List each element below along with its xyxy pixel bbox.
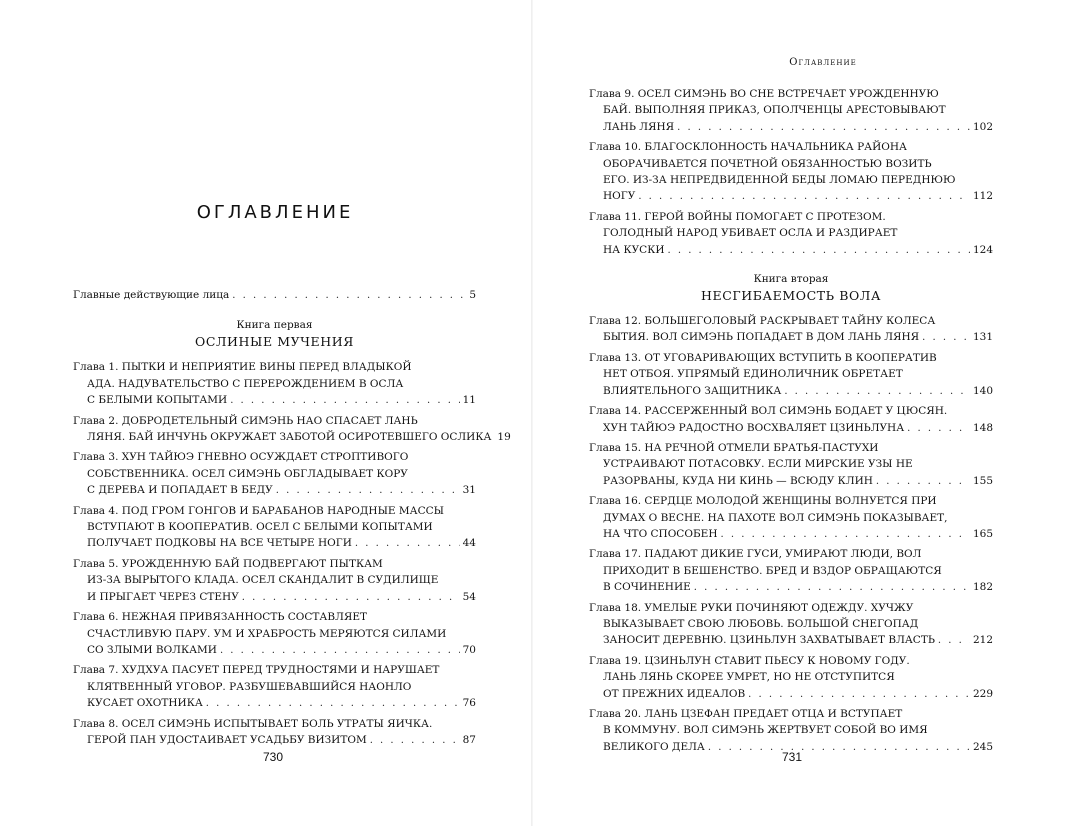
toc-entry-line bbox=[589, 119, 993, 136]
toc-page-number: 5 bbox=[469, 289, 476, 301]
toc-entry[interactable] bbox=[73, 413, 511, 447]
toc-entry-line bbox=[589, 616, 993, 632]
toc-left bbox=[73, 287, 511, 752]
dot-leader bbox=[355, 536, 460, 552]
dot-leader bbox=[784, 384, 970, 400]
toc-entry-line bbox=[589, 579, 993, 596]
dot-leader bbox=[922, 330, 970, 346]
toc-entry-line bbox=[73, 359, 476, 375]
toc-entry-line bbox=[589, 669, 993, 685]
toc-entry[interactable] bbox=[589, 86, 993, 136]
toc-entry-text: ВЫКАЗЫВАЕТ СВОЮ ЛЮБОВЬ. БОЛЬШОЙ СНЕГОПАД bbox=[603, 617, 919, 630]
toc-entry-line bbox=[589, 456, 993, 472]
toc-entry-text: КЛЯТВЕННЫЙ УГОВОР. РАЗБУШЕВАВШИЙСЯ НАОНЛО bbox=[87, 680, 412, 693]
toc-entry-text: ОБОРАЧИВАЕТСЯ ПОЧЕТНОЙ ОБЯЗАННОСТЬЮ ВОЗИТЬ bbox=[603, 157, 932, 170]
toc-entry-line bbox=[589, 563, 993, 579]
dot-leader bbox=[370, 733, 460, 749]
book-two-title: НЕСГИБАЕМОСТЬ ВОЛА bbox=[700, 288, 882, 304]
dot-leader bbox=[232, 288, 466, 304]
toc-entry-text: Глава 10. БЛАГОСКЛОННОСТЬ НАЧАЛЬНИКА РАЙОНА bbox=[589, 141, 907, 154]
toc-entry-text: ХУН ТАЙЮЭ РАДОСТНО ВОСХВАЛЯЕТ ЦЗИНЬЛУНА bbox=[603, 421, 905, 434]
toc-entry-line bbox=[73, 413, 476, 429]
right-page bbox=[533, 0, 1065, 826]
toc-entry-line bbox=[589, 102, 993, 118]
toc-entry-text: С ДЕРЕВА И ПОПАДАЕТ В БЕДУ bbox=[87, 484, 273, 497]
toc-entry-text: СО ЗЛЫМИ ВОЛКАМИ bbox=[87, 643, 217, 656]
toc-entry[interactable] bbox=[73, 449, 476, 499]
toc-entry-text: АДА. НАДУВАТЕЛЬСТВО С ПЕРЕРОЖДЕНИЕМ В ОСЛА bbox=[87, 377, 404, 390]
toc-entry-text: Глава 15. НА РЕЧНОЙ ОТМЕЛИ БРАТЬЯ-ПАСТУХИ bbox=[589, 441, 879, 454]
toc-entry-line bbox=[589, 420, 993, 437]
toc-entry-text: ОТ ПРЕЖНИХ ИДЕАЛОВ bbox=[603, 687, 746, 700]
toc-entry[interactable] bbox=[589, 706, 993, 756]
toc-entry-text: Глава 6. НЕЖНАЯ ПРИВЯЗАННОСТЬ СОСТАВЛЯЕТ bbox=[73, 611, 367, 624]
toc-entry-line bbox=[73, 556, 476, 572]
toc-entry-text: УСТРАИВАЮТ ПОТАСОВКУ. ЕСЛИ МИРСКИЕ УЗЫ НЕ bbox=[603, 458, 913, 471]
toc-page-number: 182 bbox=[972, 581, 993, 594]
toc-entry-line bbox=[73, 589, 476, 606]
toc-entry-line bbox=[589, 686, 993, 703]
toc-entry-text: РАЗОРВАНЫ, КУДА НИ КИНЬ — ВСЮДУ КЛИН bbox=[603, 474, 873, 487]
toc-entry-line bbox=[589, 172, 993, 188]
page-title: ОГЛАВЛЕНИЕ bbox=[196, 202, 354, 223]
dot-leader bbox=[876, 474, 970, 490]
chapter-list bbox=[73, 359, 511, 749]
toc-entry-line bbox=[73, 535, 476, 552]
toc-entry-line bbox=[589, 546, 993, 562]
toc-page-number: 124 bbox=[972, 243, 993, 256]
toc-entry-text: И ПРЫГАЕТ ЧЕРЕЗ СТЕНУ bbox=[87, 590, 239, 603]
toc-page-number: 19 bbox=[497, 431, 511, 444]
toc-entry-line bbox=[73, 732, 476, 749]
toc-entry-line bbox=[589, 156, 993, 172]
toc-page-number: 76 bbox=[462, 697, 476, 710]
book-one-title: ОСЛИНЫЕ МУЧЕНИЯ bbox=[195, 334, 354, 350]
toc-entry-line bbox=[589, 313, 993, 329]
toc-entry-text: ЗАНОСИТ ДЕРЕВНЮ. ЦЗИНЬЛУН ЗАХВАТЫВАЕТ ВЛАСТЬ bbox=[603, 634, 935, 647]
toc-entry-line bbox=[589, 366, 993, 382]
toc-entry-line bbox=[589, 440, 993, 456]
toc-page-number: 131 bbox=[972, 331, 993, 344]
toc-entry[interactable] bbox=[73, 662, 476, 712]
toc-entry-text: НА КУСКИ bbox=[603, 243, 665, 256]
toc-entry-front-matter[interactable] bbox=[73, 287, 476, 304]
toc-entry-text: Глава 16. СЕРДЦЕ МОЛОДОЙ ЖЕНЩИНЫ ВОЛНУЕТСЯ ПРИ bbox=[589, 495, 937, 508]
toc-entry-line bbox=[589, 242, 993, 259]
toc-entry-line bbox=[73, 609, 476, 625]
toc-entry-text: Глава 5. УРОЖДЕННУЮ БАЙ ПОДВЕРГАЮТ ПЫТКАМ bbox=[73, 557, 383, 570]
toc-entry-text: ПОЛУЧАЕТ ПОДКОВЫ НА ВСЕ ЧЕТЫРЕ НОГИ bbox=[87, 537, 352, 550]
toc-page-number: 148 bbox=[972, 421, 993, 434]
toc-entry-line bbox=[589, 350, 993, 366]
toc-entry-text: Глава 13. ОТ УГОВАРИВАЮЩИХ ВСТУПИТЬ В КООПЕРАТИВ bbox=[589, 351, 937, 364]
running-head: Оглавление bbox=[789, 57, 857, 68]
dot-leader bbox=[694, 580, 970, 596]
spacer bbox=[589, 262, 993, 272]
toc-entry[interactable] bbox=[73, 556, 476, 606]
chapter-list bbox=[589, 86, 993, 259]
toc-entry[interactable] bbox=[73, 609, 476, 659]
dot-leader bbox=[230, 393, 459, 409]
page-number: 731 bbox=[781, 750, 803, 764]
toc-entry-text: НЕТ ОТБОЯ. УПРЯМЫЙ ЕДИНОЛИЧНИК ОБРЕТАЕТ bbox=[603, 368, 903, 381]
book-two-label: Книга вторая bbox=[753, 273, 829, 286]
toc-page-number: 155 bbox=[972, 474, 993, 487]
toc-right bbox=[589, 86, 993, 759]
toc-page-number: 70 bbox=[462, 643, 476, 656]
page-number: 730 bbox=[262, 750, 284, 764]
toc-page-number: 102 bbox=[972, 120, 993, 133]
toc-entry-line bbox=[73, 519, 476, 535]
toc-entry-text: Глава 4. ПОД ГРОМ ГОНГОВ И БАРАБАНОВ НАРОДНЫЕ МАССЫ bbox=[73, 504, 445, 517]
toc-page-number: 140 bbox=[972, 384, 993, 397]
toc-entry-text: СОБСТВЕННИКА. ОСЕЛ СИМЭНЬ ОБГЛАДЫВАЕТ КОРУ bbox=[87, 467, 408, 480]
toc-entry-line bbox=[589, 383, 993, 400]
dot-leader bbox=[907, 421, 970, 437]
toc-entry-text: ЛЯНЯ. БАЙ ИНЧУНЬ ОКРУЖАЕТ ЗАБОТОЙ ОСИРОТЕВШЕГО ОСЛИКА bbox=[87, 431, 492, 444]
toc-entry-text: ЛАНЬ ЛЯНЬ СКОРЕЕ УМРЕТ, НО НЕ ОТСТУПИТСЯ bbox=[603, 671, 895, 684]
toc-entry-text: Глава 7. ХУДХУА ПАСУЕТ ПЕРЕД ТРУДНОСТЯМИ И НАРУШАЕТ bbox=[73, 664, 440, 677]
toc-entry-line bbox=[73, 466, 476, 482]
toc-entry-text: НОГУ bbox=[603, 190, 636, 203]
toc-entry-line bbox=[73, 376, 476, 392]
toc-entry-line bbox=[589, 600, 993, 616]
toc-entry-text: КУСАЕТ ОХОТНИКА bbox=[87, 697, 203, 710]
toc-entry-line bbox=[589, 493, 993, 509]
toc-page-number: 245 bbox=[972, 740, 993, 753]
toc-entry-text: ГЕРОЙ ПАН УДОСТАИВАЕТ УСАДЬБУ ВИЗИТОМ bbox=[87, 733, 367, 746]
toc-entry-text: Глава 1. ПЫТКИ И НЕПРИЯТИЕ ВИНЫ ПЕРЕД ВЛАДЫКОЙ bbox=[73, 361, 412, 374]
toc-entry-text: ИЗ-ЗА ВЫРЫТОГО КЛАДА. ОСЕЛ СКАНДАЛИТ В СУДИЛИЩЕ bbox=[87, 574, 439, 587]
toc-entry-line bbox=[73, 642, 476, 659]
toc-entry-line bbox=[589, 139, 993, 155]
toc-entry-line bbox=[589, 653, 993, 669]
toc-entry-text: Глава 9. ОСЕЛ СИМЭНЬ ВО СНЕ ВСТРЕЧАЕТ УРОЖДЕННУЮ bbox=[589, 88, 939, 100]
toc-page-number: 31 bbox=[462, 484, 476, 497]
toc-entry-line bbox=[589, 473, 993, 490]
toc-entry-text: ЕГО. ИЗ-ЗА НЕПРЕДВИДЕННОЙ БЕДЫ ЛОМАЮ ПЕРЕДНЮЮ bbox=[603, 174, 956, 187]
toc-entry-text: БЫТИЯ. ВОЛ СИМЭНЬ ПОПАДАЕТ В ДОМ ЛАНЬ ЛЯНЯ bbox=[603, 331, 920, 344]
toc-entry-text: Главные действующие лица bbox=[73, 289, 230, 301]
toc-entry-text: ПРИХОДИТ В БЕШЕНСТВО. БРЕД И ВЗДОР ОБРАЩАЮТСЯ bbox=[603, 564, 942, 577]
toc-entry[interactable] bbox=[73, 716, 476, 750]
toc-entry-line bbox=[73, 626, 476, 642]
toc-entry-line bbox=[73, 572, 476, 588]
toc-entry-line bbox=[73, 429, 511, 446]
toc-entry-text: ДУМАХ О ВЕСНЕ. НА ПАХОТЕ ВОЛ СИМЭНЬ ПОКАЗЫВАЕТ, bbox=[603, 511, 948, 524]
toc-entry-text: Глава 3. ХУН ТАЙЮЭ ГНЕВНО ОСУЖДАЕТ СТРОПТИВОГО bbox=[73, 451, 409, 464]
toc-entry-line bbox=[589, 706, 993, 722]
toc-entry[interactable] bbox=[589, 350, 993, 400]
dot-leader bbox=[667, 243, 969, 259]
toc-entry-line bbox=[73, 679, 476, 695]
toc-entry-text: Глава 2. ДОБРОДЕТЕЛЬНЫЙ СИМЭНЬ НАО СПАСАЕТ ЛАНЬ bbox=[73, 414, 418, 427]
left-page bbox=[0, 0, 531, 826]
toc-entry-line bbox=[73, 716, 476, 732]
spacer bbox=[73, 304, 476, 318]
toc-entry-text: В КОММУНУ. ВОЛ СИМЭНЬ ЖЕРТВУЕТ СОБОЙ ВО ИМЯ bbox=[603, 724, 928, 737]
toc-entry-line bbox=[73, 662, 476, 678]
toc-entry-text: ГОЛОДНЫЙ НАРОД УБИВАЕТ ОСЛА И РАЗДИРАЕТ bbox=[603, 227, 898, 240]
toc-entry-text: Глава 19. ЦЗИНЬЛУН СТАВИТ ПЬЕСУ К НОВОМУ ГОДУ. bbox=[589, 654, 910, 667]
toc-entry[interactable] bbox=[73, 503, 476, 553]
toc-entry[interactable] bbox=[589, 403, 993, 437]
toc-entry[interactable] bbox=[589, 600, 993, 650]
toc-entry-text: Глава 20. ЛАНЬ ЦЗЕФАН ПРЕДАЕТ ОТЦА И ВСТУПАЕТ bbox=[589, 708, 903, 720]
toc-entry-text: ВЕЛИКОГО ДЕЛА bbox=[603, 740, 705, 753]
toc-page-number: 112 bbox=[972, 190, 993, 203]
toc-entry[interactable] bbox=[589, 546, 993, 596]
toc-entry-line bbox=[589, 86, 993, 102]
toc-entry-text: В СОЧИНЕНИЕ bbox=[603, 581, 691, 594]
toc-entry-line bbox=[589, 403, 993, 419]
toc-entry-line bbox=[73, 695, 476, 712]
toc-entry-text: СЧАСТЛИВУЮ ПАРУ. УМ И ХРАБРОСТЬ МЕРЯЮТСЯ СИЛАМИ bbox=[87, 627, 447, 640]
toc-entry-text: БАЙ. ВЫПОЛНЯЯ ПРИКАЗ, ОПОЛЧЕНЦЫ АРЕСТОВЫВАЮТ bbox=[603, 104, 946, 117]
toc-entry[interactable] bbox=[73, 359, 476, 409]
toc-page-number: 165 bbox=[972, 527, 993, 540]
book-one-label: Книга первая bbox=[236, 319, 313, 332]
toc-entry[interactable] bbox=[589, 440, 993, 490]
toc-entry-text: Глава 8. ОСЕЛ СИМЭНЬ ИСПЫТЫВАЕТ БОЛЬ УТРАТЫ ЯИЧКА. bbox=[73, 717, 433, 730]
dot-leader bbox=[748, 687, 970, 703]
toc-entry-text: Глава 12. БОЛЬШЕГОЛОВЫЙ РАСКРЫВАЕТ ТАЙНУ КОЛЕСА bbox=[589, 315, 936, 328]
toc-page-number: 11 bbox=[462, 394, 476, 407]
toc-page-number: 87 bbox=[462, 733, 476, 746]
toc-entry-line bbox=[589, 225, 993, 241]
toc-entry-text: Глава 17. ПАДАЮТ ДИКИЕ ГУСИ, УМИРАЮТ ЛЮДИ, ВОЛ bbox=[589, 548, 922, 561]
dot-leader bbox=[220, 643, 460, 659]
dot-leader bbox=[206, 696, 460, 712]
toc-entry[interactable] bbox=[589, 209, 993, 259]
dot-leader bbox=[638, 189, 970, 205]
toc-entry-line bbox=[589, 209, 993, 225]
toc-entry[interactable] bbox=[589, 653, 993, 703]
chapter-list bbox=[589, 313, 993, 756]
toc-entry-text: ЛАНЬ ЛЯНЯ bbox=[603, 120, 675, 133]
dot-leader bbox=[708, 740, 970, 756]
dot-leader bbox=[242, 590, 460, 606]
toc-entry-text: НА ЧТО СПОСОБЕН bbox=[603, 527, 718, 540]
toc-entry[interactable] bbox=[589, 313, 993, 347]
toc-entry-line bbox=[589, 722, 993, 738]
toc-entry-line bbox=[73, 482, 476, 499]
toc-entry[interactable] bbox=[589, 493, 993, 543]
toc-entry-line bbox=[589, 526, 993, 543]
toc-page-number: 54 bbox=[462, 590, 476, 603]
toc-entry-text: Глава 18. УМЕЛЫЕ РУКИ ПОЧИНЯЮТ ОДЕЖДУ. ХУЧЖУ bbox=[589, 601, 914, 614]
toc-entry[interactable] bbox=[589, 139, 993, 206]
toc-entry-line bbox=[73, 449, 476, 465]
toc-page-number: 44 bbox=[462, 537, 476, 550]
dot-leader bbox=[721, 527, 970, 543]
toc-entry-text: Глава 11. ГЕРОЙ ВОЙНЫ ПОМОГАЕТ С ПРОТЕЗОМ. bbox=[589, 210, 886, 223]
toc-entry-line bbox=[589, 188, 993, 205]
dot-leader bbox=[938, 633, 970, 649]
dot-leader bbox=[677, 120, 970, 136]
toc-entry-line bbox=[73, 392, 476, 409]
toc-page-number: 212 bbox=[972, 634, 993, 647]
toc-entry-line bbox=[589, 329, 993, 346]
toc-entry-line bbox=[589, 510, 993, 526]
toc-entry-text: ВЛИЯТЕЛЬНОГО ЗАЩИТНИКА bbox=[603, 384, 782, 397]
toc-entry-line bbox=[73, 503, 476, 519]
toc-entry-line bbox=[589, 632, 993, 649]
toc-entry-text: ВСТУПАЮТ В КООПЕРАТИВ. ОСЕЛ С БЕЛЫМИ КОПЫТАМИ bbox=[87, 521, 433, 534]
dot-leader bbox=[276, 483, 460, 499]
toc-entry-text: С БЕЛЫМИ КОПЫТАМИ bbox=[87, 394, 228, 407]
toc-page-number: 229 bbox=[972, 687, 993, 700]
toc-entry-text: Глава 14. РАССЕРЖЕННЫЙ ВОЛ СИМЭНЬ БОДАЕТ У ЦЮСЯН. bbox=[589, 405, 948, 418]
